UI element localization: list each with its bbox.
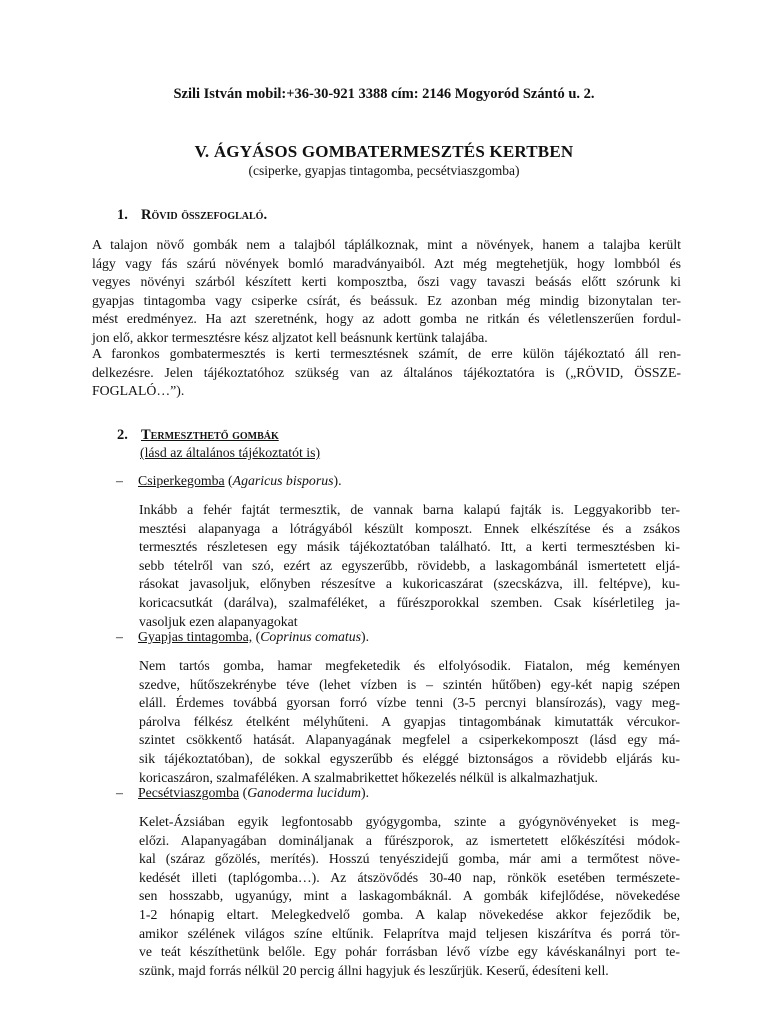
- document-page: Szili István mobil:+36-30-921 3388 cím: 2146 Mogyoród Szántó u. 2. V. ÁGYÁSOS GOMBATERMESZTÉS KERTBEN (csiperke, gyapjas tintagomba, pecsétviaszgomba) 1. Rövid összefoglaló. A talajon növő gombák nem a talajból táplálkoznak, mint a növények, hanem a talajba került lágy vagy fás szárú növények bomló maradványaiból. Azt még megtehetjük, hogy lombból és vegyes növényi szárból készített kerti komposztba, őszi vagy tavaszi beásás előtt szórunk ki gyapjas tintagomba vagy csiperke csírát, és beássuk. Ez azonban még mindig bizonytalan ter- mést eredményez. Ha azt szeretnénk, hogy az adott gomba ne ritkán és véletlenszerűen fordul- jon elő, akkor termesztésre kész aljzatot kell beásnunk kertünk talajába. A faronkos gombatermesztés is kerti termesztésnek számít, de erre külön tájékoztató áll ren- delkezésre. Jelen tájékoztatóhoz szükség van az általános tájékoztatóra is („RÖVID, ÖSSZE- FOGLALÓ…”). 2. Termeszthető gombák (lásd az általános tájékoztatót is) – Csiperkegomba (Agaricus bisporus). Inkább a fehér fajtát termesztik, de vannak barna kalapú fajták is. Leggyakoribb ter- mesztési alapanyaga a lótrágyából készült komposzt. Ennek elkészítése és a zsákos termesztés részletesen egy másik tájékoztatóban található. Itt, a kerti termesztésben ki- sebb tételről van szó, ezért az egyszerűbb, rövidebb, a laskagombánál ismertetett eljá- rásokat javasoljuk, előnyben részesítve a kukoricaszárat (szecskázva, ill. feltépve), ku- koricacsutkát (darálva), szalmaféléket, a fűrészporokkal szemben. Csak kísérletileg ja- vasoljuk ezen alapanyagokat – Gyapjas tintagomba, (Coprinus comatus). Nem tartós gomba, hamar megfeketedik és elfolyósodik. Fiatalon, még keményen szedve, hűtőszekrénybe téve (lehet vízben is – szintén hűtőben) egy-két napig szépen eláll. Érdemes továbbá gyorsan forró vízbe tenni (3-5 percnyi blansírozás), vagy meg- párolva félkész ételként mélyhűteni. A gyapjas tintagombának kimutatták vércukor- szintet csökkentő hatását. Alapanyagának megfelel a csiperkekomposzt (lásd egy má- sik tájékoztatóban), de sokkal egyszerűbb és eléggé biztonságos a rövidebb eljárás ku- koricaszáron, szalmaféléken. A szalmabrikettet hőkezelés nélkül is alkalmazhatjuk. – Pecsétviaszgomba (Ganoderma lucidum). Kelet-Ázsiában egyik legfontosabb gyógygomba, szinte a gyógynövényeket is meg- előzi. Alapanyagában domináljanak a fűrészporok, az ismertetett előkészítési módok- kal (száraz gőzölés, merítés). Hosszú tenyészidejű gomba, már ami a termőtest növe- kedését illeti (taplógomba…). Az átszövődés 30-40 nap, rönkök esetében természete- sen hosszabb, ugyanúgy, mint a laskagombáknál. A gombák kifejlődése, növekedése 1-2 hónapig eltart. Melegkedvelő gomba. A kalap növekedése akkor fejeződik be, amikor szélének világos színe eltűnik. Felaprítva majd teljesen kiszárítva és porrá tör- ve teát készíthetünk belőle. Egy pohár forrásban lévő vízbe egy kávéskanálnyi port te- szünk, majd forrás nélkül 20 percig állni hagyjuk és leszűrjük. Keserű, édesíteni kell.: [0, 0, 768, 1024]
- section-number: 2.: [117, 427, 128, 443]
- text-line: mesztési alapanyaga a lótrágyából készült komposzt. Ennek elkészítése és a zsákos: [139, 520, 680, 536]
- author-contact-line: Szili István mobil:+36-30-921 3388 cím: 2146 Mogyoród Szántó u. 2.: [173, 86, 595, 102]
- species-latin-name: Agaricus bisporus: [232, 473, 334, 488]
- species-latin-name: Coprinus comatus: [260, 629, 362, 644]
- document-title: V. ÁGYÁSOS GOMBATERMESZTÉS KERTBEN: [194, 142, 574, 161]
- text-line: FOGLALÓ…”).: [92, 383, 185, 399]
- text-line: jon elő, akkor termesztésre kész aljzatot kell beásnunk kertünk talajába.: [92, 329, 488, 345]
- text-line: szintet csökkentő hatását. Alapanyagának megfelel a csiperkekomposzt (lásd egy má-: [139, 732, 680, 748]
- see-general-guide-note: (lásd az általános tájékoztatót is): [140, 445, 321, 460]
- text-line: párolva félkész ételként mélyhűteni. A gyapjas tintagombának kimutatták vércukor-: [139, 713, 680, 729]
- text-line: sebb tételről van szó, ezért az egyszerűbb, rövidebb, a laskagombánál ismertetett eljá-: [139, 557, 680, 573]
- text-line: koricacsutkát (darálva), szalmaféléket, a fűrészporokkal szemben. Csak kísérletileg ja-: [139, 594, 680, 610]
- section-title: Rövid összefoglaló.: [141, 207, 268, 223]
- text-line: vasoljuk ezen alapanyagokat: [139, 613, 298, 629]
- text-line: előzi. Alapanyagában domináljanak a fűrészporok, az ismertetett előkészítési módok-: [139, 832, 680, 848]
- text-line: szünk, majd forrás nélkül 20 percig állni hagyjuk és leszűrjük. Keserű, édesíteni kell.: [139, 962, 609, 978]
- text-line: sik tájékoztatóban), de sokkal egyszerűbb és eléggé biztonságos a rövidebb eljárás ku-: [139, 750, 680, 766]
- section-2-heading: [117, 427, 279, 444]
- paragraph-summary-2: [92, 345, 681, 401]
- paragraph-champignon: [139, 501, 680, 631]
- text-line: vegyes növényi szárból készített kerti komposztba, őszi vagy tavaszi beásás előtt szórunk ki: [92, 274, 681, 290]
- list-dash: –: [116, 785, 123, 800]
- text-line: delkezésre. Jelen tájékoztatóhoz szükség van az általános tájékoztatóra is („RÖVID, ÖSSZE-: [92, 364, 681, 380]
- text-line: Inkább a fehér fajtát termesztik, de vannak barna kalapú fajták is. Leggyakoribb ter-: [139, 502, 680, 517]
- text-line: lágy vagy fás szárú növények bomló maradványaiból. Azt még megtehetjük, hogy lombból és: [92, 255, 681, 271]
- text-line: szedve, hűtőszekrénybe téve (lehet vízben is – szintén hűtőben) egy-két napig szépen: [139, 676, 680, 692]
- list-dash: –: [116, 629, 123, 644]
- paragraph-summary-1: [92, 236, 681, 348]
- text-line: sen hosszabb, ugyanúgy, mint a laskagombáknál. A gombák kifejlődése, növekedése: [139, 888, 680, 904]
- text-line: kal (száraz gőzölés, merítés). Hosszú tenyészidejű gomba, már ami a termőtest növe-: [139, 851, 680, 867]
- text-line: A faronkos gombatermesztés is kerti termesztésnek számít, de erre külön tájékoztató áll ren-: [92, 346, 681, 361]
- species-name: Csiperkegomba: [138, 473, 225, 488]
- paragraph-reishi: [139, 813, 680, 980]
- species-latin-name: Ganoderma lucidum: [247, 785, 362, 800]
- species-name: Gyapjas tintagomba,: [138, 629, 253, 644]
- text-line: amikor szélének világos színe eltűnik. Felaprítva majd teljesen kiszárítva és porrá tör-: [139, 925, 680, 941]
- text-line: termesztés részletesen egy másik tájékoztatóban található. Itt, a kerti termesztésben ki-: [139, 539, 680, 555]
- text-line: 1-2 hónapig eltart. Melegkedvelő gomba. A kalap növekedése akkor fejeződik be,: [139, 906, 680, 922]
- text-line: kedését illeti (taplógomba…). Az átszövődés 30-40 nap, rönkök esetében természete-: [139, 869, 680, 885]
- list-dash: –: [116, 473, 123, 488]
- text-line: Nem tartós gomba, hamar megfeketedik és elfolyósodik. Fiatalon, még keményen: [139, 658, 680, 673]
- species-name: Pecsétviaszgomba: [138, 785, 240, 800]
- paragraph-shaggy-ink-cap: [139, 657, 680, 787]
- text-line: eláll. Érdemes továbbá gyorsan forró vízbe tenni (3-5 percnyi blansírozás), vagy meg-: [139, 695, 680, 711]
- text-line: gyapjas tintagomba vagy csiperke csírát, és beássuk. Ez azonban még mindig bizonytalan ter-: [92, 292, 681, 308]
- text-line: koricaszáron, szalmaféléken. A szalmabrikettet hőkezelés nélkül is alkalmazhatjuk.: [139, 769, 598, 785]
- text-line: ve teát készíthetünk belőle. Egy pohár forrásban lévő vízbe egy kávéskanálnyi port te-: [139, 944, 680, 960]
- text-line: Kelet-Ázsiában egyik legfontosabb gyógygomba, szinte a gyógynövényeket is meg-: [139, 814, 680, 829]
- section-number: 1.: [117, 207, 128, 223]
- text-line: A talajon növő gombák nem a talajból táplálkoznak, mint a növények, hanem a talajba került: [92, 237, 681, 252]
- section-1-heading: [117, 207, 267, 224]
- document-subtitle: (csiperke, gyapjas tintagomba, pecsétviaszgomba): [248, 163, 520, 178]
- text-line: mést eredményez. Ha azt szeretnénk, hogy az adott gomba ne ritkán és véletlenszerűen fordul-: [92, 311, 681, 327]
- text-line: rásokat javasoljuk, előnyben részesítve a kukoricaszárat (szecskázva, ill. feltépve), ku-: [139, 576, 680, 592]
- section-title: Termeszthető gombák: [141, 427, 279, 443]
